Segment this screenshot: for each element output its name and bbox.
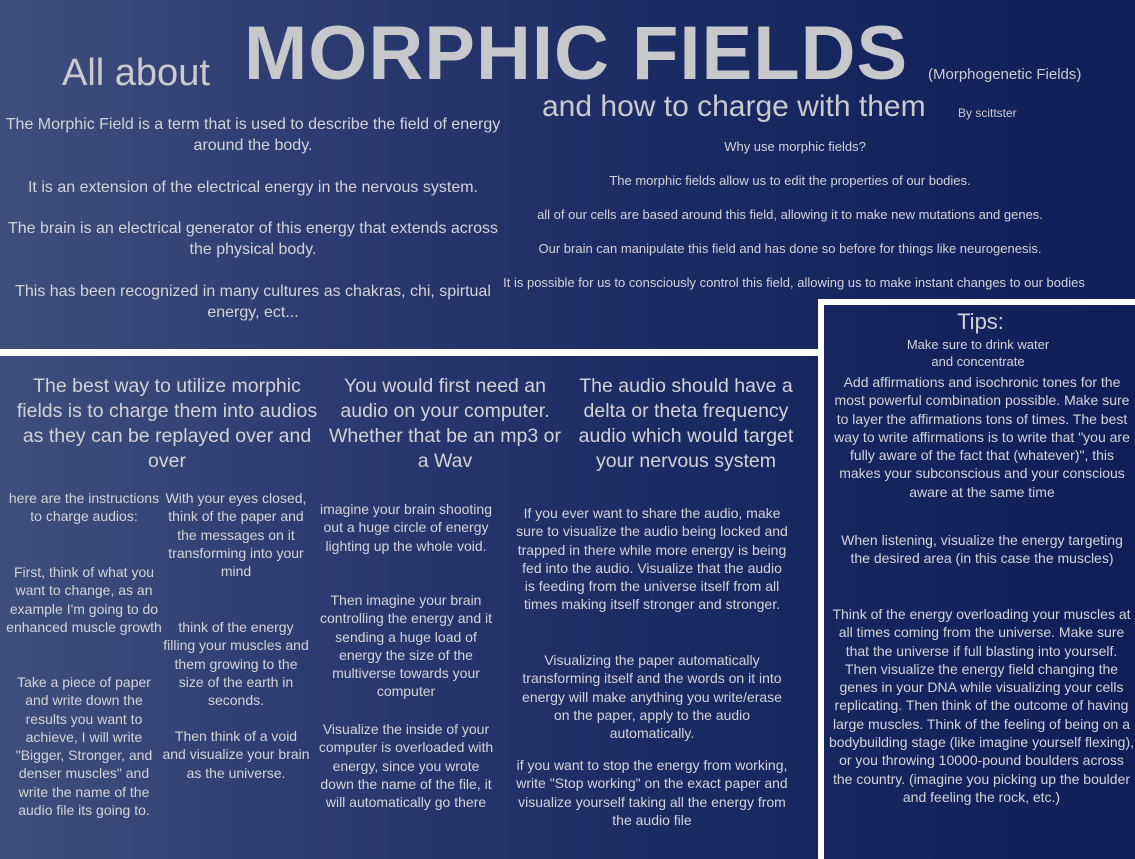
paper-transform-text: Visualizing the paper automatically transforming itself and the words on it into energy will make anything you write/erase on the paper, apply to the audio automatically. (522, 652, 782, 742)
page-subtitle: and how to charge with them (542, 90, 926, 123)
why-paragraph-4: It is possible for us to consciously control this field, allowing us to make instant changes to our bodies (503, 275, 1085, 290)
share-audio-text: If you ever want to share the audio, make sure to visualize the audio being locked and trapped in there while more energy is being fed into the audio. Visualize that the audio is feeding from the universe itself from all times making itself stronger and stronger. (516, 505, 788, 613)
tip-affirmations: Add affirmations and isochronic tones for the most powerful combination possible. Make sure to layer the affirmations tons of times. The best way to write affirmations is to write that "you are fully aware of the fact that (whatever)", this makes your subconscious and your conscious aware at the same time (834, 374, 1130, 500)
instructions-step-computer: Visualize the inside of your computer is overloaded with energy, since you wrote down the name of the file, it will automatically go there (318, 721, 494, 811)
why-paragraph-1: The morphic fields allow us to edit the properties of our bodies. (609, 173, 971, 188)
why-paragraph-3: Our brain can manipulate this field and has done so before for things like neurogenesis. (538, 241, 1042, 256)
intro-paragraph-2: It is an extension of the electrical energy in the nervous system. (27, 179, 478, 196)
title-prefix: All about (62, 52, 210, 94)
page-title: MORPHIC FIELDS (244, 11, 909, 96)
title-parenthetical: (Morphogenetic Fields) (928, 66, 1082, 83)
instructions-step-first: First, think of what you want to change, as an example I'm going to do enhanced muscle growth (6, 564, 162, 635)
intro-paragraph-4: This has been recognized in many cultures as chakras, chi, spirtual energy, ect... (15, 283, 491, 321)
section-divider (0, 349, 824, 356)
intro-paragraph-1: The Morphic Field is a term that is used to describe the field of energy around the body. (5, 116, 501, 154)
instructions-step-control: Then imagine your brain controlling the energy and it sending a huge load of energy the size of the multiverse towards your computer (320, 592, 492, 700)
tips-title: Tips: (957, 309, 1004, 334)
instructions-intro: here are the instructions to charge audios: (8, 490, 160, 525)
tip-listening: When listening, visualize the energy targeting the desired area (in this case the muscles) (841, 532, 1123, 567)
intro-paragraph-3: The brain is an electrical generator of this energy that extends across the physical body. (7, 220, 499, 258)
instructions-step-shoot: imagine your brain shooting out a huge circle of energy lighting up the whole void. (320, 501, 492, 554)
audio-frequency-heading: The audio should have a delta or theta frequency audio which would target your nervous system (578, 375, 794, 472)
instructions-step-paper: Take a piece of paper and write down the results you want to achieve, I will write "Bigger, Stronger, and denser muscles" and write the name of the audio file its going to. (15, 674, 153, 819)
first-need-heading: You would first need an audio on your computer. Whether that be an mp3 or a Wav (329, 375, 561, 472)
instructions-step-void: Then think of a void and visualize your brain as the universe. (162, 728, 310, 781)
why-paragraph-2: all of our cells are based around this field, allowing it to make new mutations and genes. (537, 207, 1043, 222)
why-heading: Why use morphic fields? (724, 139, 866, 154)
stop-working-text: if you want to stop the energy from working, write "Stop working" on the exact paper and visualize yourself taking all the energy from the audio file (516, 757, 788, 828)
instructions-step-fill: think of the energy filling your muscles and them growing to the size of the earth in seconds. (163, 619, 309, 709)
best-way-heading: The best way to utilize morphic fields is to charge them into audios as they can be replayed over and over (16, 375, 318, 472)
instructions-step-eyes: With your eyes closed, think of the paper and the messages on it transforming into your mind (165, 490, 307, 580)
tip-energy-overload: Think of the energy overloading your muscles at all times coming from the universe. Make sure that the universe if full blasting into yourself. Then visualize the energy field changing the genes in your DNA while visualizing your cells replicating. Then think of the outcome of having large muscles. Think of the feeling of being on a bodybuilding stage (like imagine yourself flexing), or you throwing 10000-pound boulders across the country. (imagine you picking up the boulder and feeling the rock, etc.) (828, 606, 1135, 805)
byline: By scittster (958, 106, 1017, 120)
tip-drink-water: Make sure to drink water and concentrate (906, 337, 1050, 369)
